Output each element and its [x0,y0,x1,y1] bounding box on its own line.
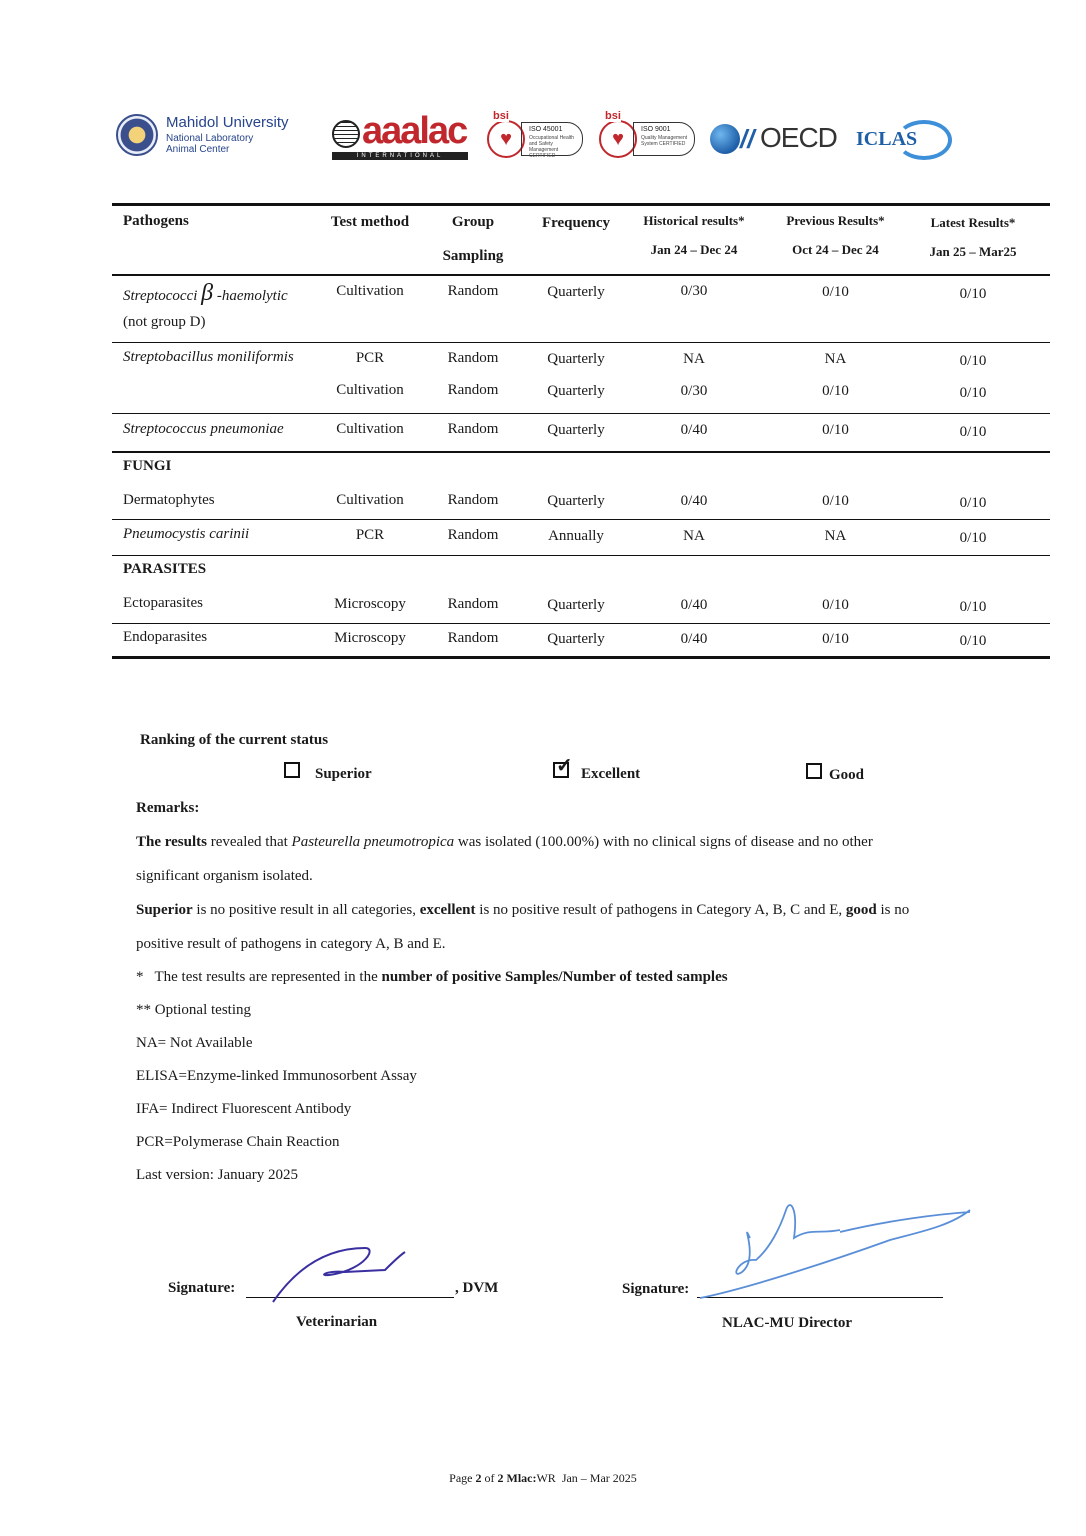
page-footer [0,1471,1086,1486]
remark-line: PCR=Polymerase Chain Reaction [136,1134,340,1150]
test-method: Microscopy [334,630,406,646]
test-method: Cultivation [336,492,404,508]
historical-result: 0/40 [680,597,708,613]
frequency: Quarterly [547,351,605,367]
header-frequency: Frequency [541,215,611,231]
dvm-suffix: , DVM [455,1280,499,1296]
previous-result: NA [824,351,847,367]
remark-footnote [136,969,728,986]
header-test-method: Test method [330,214,410,230]
remark-definitions [136,902,909,919]
previous-result: 0/10 [822,493,849,509]
aaalac-word: aaalac [362,110,467,152]
page-number: 2 [475,1471,482,1485]
left-signature-label: Signature: [168,1280,236,1296]
aaalac-globe-icon [332,120,360,148]
header-previous: Previous Results* [786,213,885,228]
university-name: Mahidol University [166,114,289,131]
frequency: Quarterly [547,422,605,438]
historical-result: 0/40 [680,631,708,647]
latest-result: 0/10 [959,530,987,546]
frequency: Quarterly [547,631,605,647]
header-pathogens: Pathogens [123,213,189,229]
remark-line: IFA= Indirect Fluorescent Antibody [136,1101,352,1117]
header-group: Group [451,214,495,230]
bsi-standard: ISO 45001 [529,126,563,133]
row-rule [112,555,1050,556]
remark-text: is no [876,902,910,918]
test-method: Cultivation [336,283,404,299]
bsi-standard: ISO 9001 [641,126,671,133]
bsi-heart-icon: ♥ [599,120,637,158]
latest-result: 0/10 [959,633,987,649]
group-sampling: Random [447,382,499,398]
pathogen-name: Streptococci [123,288,198,304]
test-method: Cultivation [336,421,404,437]
checkmark-icon: ✓ [556,755,573,777]
aaalac-logo [332,110,468,159]
center-name [166,133,253,155]
table-row-pathogen: Streptococcus pneumoniae [123,421,284,437]
previous-result: 0/10 [822,631,849,647]
latest-result: 0/10 [959,385,987,401]
table-top-rule [112,203,1050,206]
group-sampling: Random [447,492,499,508]
previous-result: 0/10 [822,422,849,438]
oecd-slash-icon: // [740,124,755,154]
row-rule [112,623,1050,624]
footer-text: of [481,1471,498,1485]
frequency: Quarterly [547,284,605,300]
footer-text: WR Jan – Mar 2025 [536,1471,637,1485]
historical-result: 0/30 [680,283,708,299]
remark-text: * The test results are represented in the [136,969,382,985]
previous-result: 0/10 [822,284,849,300]
row-rule [112,519,1050,520]
remark-results [136,834,873,851]
remark-line: ELISA=Enzyme-linked Immunosorbent Assay [136,1068,417,1084]
bsi-label: bsi [493,110,509,122]
latest-result: 0/10 [959,353,987,369]
table-row-pathogen: Dermatophytes [123,492,215,508]
frequency: Quarterly [547,493,605,509]
header-rule [112,274,1050,276]
aaalac-sub: INTERNATIONAL [332,152,468,160]
veterinarian-signature [265,1240,415,1310]
oecd-logo [710,122,840,158]
frequency: Quarterly [547,597,605,613]
remark-text: is no positive result in all categories, [192,902,420,918]
table-row-pathogen [123,280,288,307]
remark-bold: number of positive Samples/Number of tested samples [381,969,728,985]
remark-line: Last version: January 2025 [136,1167,299,1183]
table-row-pathogen: Streptobacillus moniliformis [123,349,294,365]
group-sampling: Random [447,283,499,299]
bsi-iso45001-logo [487,110,587,160]
remark-bold: good [845,902,877,918]
test-method: Microscopy [334,596,406,612]
page-total: 2 [497,1471,504,1485]
remark-line: ** Optional testing [136,1002,251,1018]
table-row-pathogen: Ectoparasites [123,595,203,611]
historical-result: 0/40 [680,493,708,509]
remark-text: was isolated (100.00%) with no clinical signs of disease and no other [454,834,873,850]
previous-result: 0/10 [822,383,849,399]
row-rule [112,413,1050,414]
director-role: NLAC-MU Director [722,1315,853,1331]
right-signature-label: Signature: [622,1281,690,1297]
bsi-heart-icon: ♥ [487,120,525,158]
remark-organism: Pasteurella pneumotropica [291,834,455,850]
excellent-label: Excellent [581,766,641,782]
remark-bold: Superior [136,902,193,918]
frequency: Quarterly [547,383,605,399]
logo-row [112,108,962,178]
remark-text: is no positive result of pathogens in Category A, B, C and E, [475,902,846,918]
group-sampling: Random [447,421,499,437]
pathogen-suffix: -haemolytic [216,288,288,304]
header-latest-range: Jan 25 – Mar25 [929,244,1017,259]
bsi-description: Occupational Health and Safety Management CERTIFIED [529,135,575,159]
remarks-title: Remarks: [136,800,200,816]
iclas-logo [852,118,956,164]
row-rule [112,342,1050,343]
center-name-line2: Animal Center [166,144,230,155]
superior-label: Superior [315,766,372,782]
header-previous-range: Oct 24 – Dec 24 [792,242,879,257]
good-checkbox[interactable] [806,763,822,779]
group-sampling: Random [447,596,499,612]
group-sampling: Random [447,527,499,543]
veterinarian-role: Veterinarian [296,1314,378,1330]
historical-result: NA [683,528,705,544]
category-label: PARASITES [123,561,207,577]
remark-bold: excellent [419,902,476,918]
remark-line: significant organism isolated. [136,868,313,884]
table-bottom-rule [112,656,1050,659]
oecd-globe-icon [710,124,740,154]
test-method: PCR [355,527,385,543]
pathogen-note: (not group D) [123,314,206,330]
test-method: Cultivation [336,382,404,398]
footer-text: Page [449,1471,476,1485]
header-historical: Historical results* [643,213,745,228]
historical-result: 0/40 [680,422,708,438]
previous-result: 0/10 [822,597,849,613]
remark-bold: The results [136,834,207,850]
latest-result: 0/10 [959,599,987,615]
beta-symbol: β [201,280,214,306]
center-name-line1: National Laboratory [166,133,254,144]
test-method: PCR [355,350,385,366]
good-label: Good [829,767,865,783]
header-sampling: Sampling [442,248,504,264]
historical-result: 0/30 [680,383,708,399]
row-rule [112,451,1050,453]
mahidol-seal-logo [116,114,158,156]
group-sampling: Random [447,350,499,366]
header-historical-range: Jan 24 – Dec 24 [650,242,738,257]
superior-checkbox[interactable] [284,762,300,778]
document-code: Mlac: [503,1471,537,1485]
excellent-checkbox[interactable] [553,755,573,778]
table-row-pathogen: Endoparasites [123,629,208,645]
latest-result: 0/10 [959,286,987,302]
ranking-title: Ranking of the current status [140,732,329,748]
table-row-pathogen: Pneumocystis carinii [123,526,250,542]
previous-result: NA [824,528,847,544]
director-signature [690,1198,975,1308]
group-sampling: Random [447,630,499,646]
bsi-label: bsi [605,110,621,122]
category-label: FUNGI [123,458,172,474]
remark-line: positive result of pathogens in category A, B and E. [136,936,446,952]
remark-text: revealed that [206,834,292,850]
bsi-description: Quality Management System CERTIFIED [641,135,688,147]
historical-result: NA [683,351,705,367]
latest-result: 0/10 [959,495,987,511]
header-latest: Latest Results* [930,215,1016,230]
frequency: Annually [548,528,604,544]
oecd-word: OECD [760,122,837,153]
bsi-iso9001-logo [599,110,699,160]
iclas-word: ICLAS [856,128,918,150]
remark-line: NA= Not Available [136,1035,253,1051]
latest-result: 0/10 [959,424,987,440]
